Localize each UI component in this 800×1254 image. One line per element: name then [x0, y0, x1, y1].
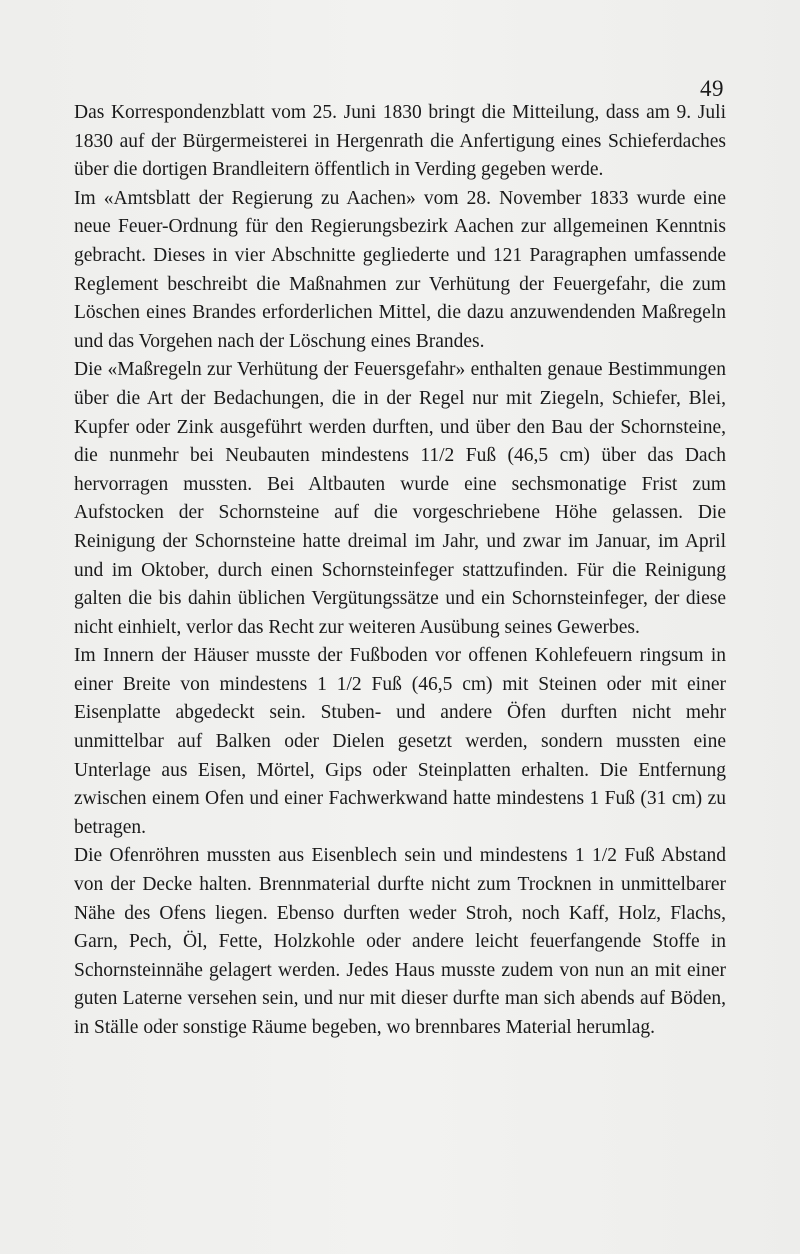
- paragraph: Im «Amtsblatt der Regierung zu Aachen» vom 28. November 1833 wurde eine neue Feuer-Ordnung für den Regierungsbezirk Aachen zur allgemeinen Kenntnis gebracht. Dieses in vier Abschnitte gegliederte und 121 Paragraphen umfassende Reglement beschreibt die Maßnahmen zur Verhütung der Feuergefahr, die zum Löschen eines Brandes erforderlichen Mittel, die dazu anzuwendenden Maßregeln und das Vorgehen nach der Löschung eines Brandes.: [74, 187, 726, 352]
- body-text: [74, 99, 726, 1043]
- paragraph: Die Ofenröhren mussten aus Eisenblech sein und mindestens 1 1/2 Fuß Abstand von der Decke halten. Brennmaterial durfte nicht zum Trocknen in unmittelbarer Nähe des Ofens liegen. Ebenso durften weder Stroh, noch Kaff, Holz, Flachs, Garn, Pech, Öl, Fette, Holzkohle oder andere leicht feuerfangende Stoffe in Schornsteinnähe gelagert werden. Jedes Haus musste zudem von nun an mit einer guten Laterne versehen sein, und nur mit dieser durfte man sich abends auf Böden, in Ställe oder sonstige Räume begeben, wo brennbares Material herumlag.: [74, 845, 726, 1038]
- paragraph: Die «Maßregeln zur Verhütung der Feuersgefahr» enthalten genaue Bestimmungen über die Art der Bedachungen, die in der Regel nur mit Ziegeln, Schiefer, Blei, Kupfer oder Zink ausgeführt werden durften, und über den Bau der Schornsteine, die nunmehr bei Neubauten mindestens 11/2 Fuß (46,5 cm) über das Dach hervorragen mussten. Bei Altbauten wurde eine sechsmonatige Frist zum Aufstocken der Schornsteine auf die vorgeschriebene Höhe gelassen. Die Reinigung der Schornsteine hatte dreimal im Jahr, und zwar im Januar, im April und im Oktober, durch einen Schornsteinfeger stattzufinden. Für die Reinigung galten die bis dahin üblichen Vergütungssätze und ein Schornsteinfeger, der diese nicht einhielt, verlor das Recht zur weiteren Ausübung seines Gewerbes.: [74, 359, 726, 638]
- paragraph: Das Korrespondenzblatt vom 25. Juni 1830 bringt die Mitteilung, dass am 9. Juli 1830 auf der Bürgermeisterei in Hergenrath die Anfertigung eines Schieferdaches über die dortigen Brandleitern öffentlich in Verding gegeben werde.: [74, 102, 726, 181]
- page-number: 49: [700, 76, 724, 101]
- paragraph: Im Innern der Häuser musste der Fußboden vor offenen Kohlefeuern ringsum in einer Breite von mindestens 1 1/2 Fuß (46,5 cm) mit Steinen oder mit einer Eisenplatte abgedeckt sein. Stuben- und andere Öfen durften nicht mehr unmittelbar auf Balken oder Dielen gesetzt werden, sondern mussten eine Unterlage aus Eisen, Mörtel, Gips oder Steinplatten erhalten. Die Entfernung zwischen einem Ofen und einer Fachwerkwand hatte mindestens 1 Fuß (31 cm) zu betragen.: [74, 645, 726, 838]
